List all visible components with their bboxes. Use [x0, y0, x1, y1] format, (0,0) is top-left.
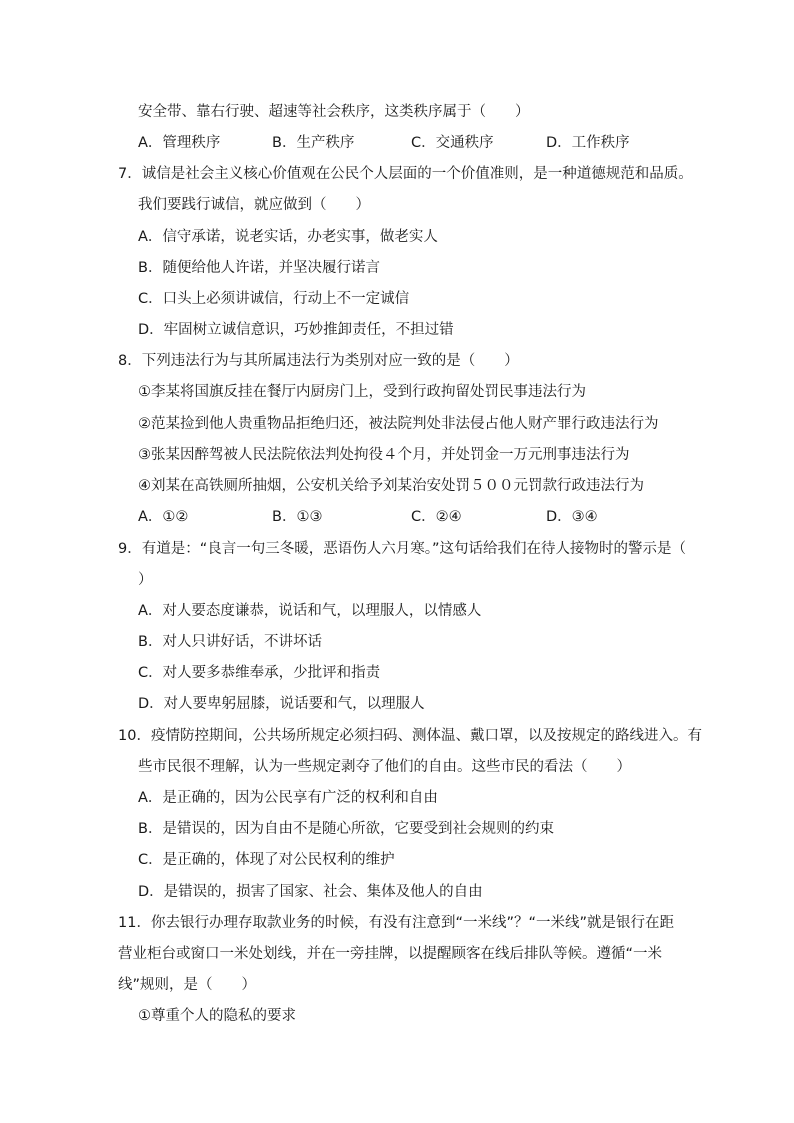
- q9-option-c: C．对人要多恭维奉承，少批评和指责: [138, 665, 381, 681]
- q6-option-d: D．工作秩序: [546, 135, 630, 151]
- q7-option-d: D．牢固树立诚信意识，巧妙推卸责任，不担过错: [138, 322, 454, 338]
- q10-stem-continuation: 些市民很不理解，认为一些规定剥夺了他们的自由。这些市民的看法（ ）: [138, 759, 631, 775]
- q7-option-c: C．口头上必须讲诚信，行动上不一定诚信: [138, 291, 410, 307]
- q11-stem: 11．你去银行办理存取款业务的时候，有没有注意到“一米线”？“一米线”就是银行在距: [118, 915, 674, 931]
- q9-option-a: A．对人要态度谦恭，说话和气，以理服人，以情感人: [138, 603, 482, 619]
- q10-option-b: B．是错误的，因为自由不是随心所欲，它要受到社会规则的约束: [138, 821, 554, 837]
- q10-option-d: D．是错误的，损害了国家、社会、集体及他人的自由: [138, 884, 483, 900]
- q8-item-4: ④刘某在高铁厕所抽烟，公安机关给予刘某治安处罚５００元罚款行政违法行为: [138, 478, 644, 494]
- q8-option-c: C．②④: [411, 509, 462, 525]
- q8-item-1: ①李某将国旗反挂在餐厅内厨房门上，受到行政拘留处罚民事违法行为: [138, 384, 586, 400]
- q10-option-c: C．是正确的，体现了对公民权利的维护: [138, 852, 395, 868]
- q7-option-a: A．信守承诺，说老实话，办老实事，做老实人: [138, 229, 438, 245]
- q6-option-a: A．管理秩序: [138, 135, 221, 151]
- q9-option-d: D．对人要卑躬屈膝，说话要和气，以理服人: [138, 696, 425, 712]
- q8-item-2: ②范某捡到他人贵重物品拒绝归还，被法院判处非法侵占他人财产罪行政违法行为: [138, 416, 659, 432]
- q11-stem-continuation-1: 营业柜台或窗口一米处划线，并在一旁挂牌，以提醒顾客在线后排队等候。遵循“一米: [118, 946, 663, 962]
- q7-stem: 7．诚信是社会主义核心价值观在公民个人层面的一个价值准则，是一种道德规范和品质。: [118, 166, 693, 182]
- q8-option-a: A．①②: [138, 509, 189, 525]
- q8-stem: 8．下列违法行为与其所属违法行为类别对应一致的是（ ）: [118, 353, 519, 369]
- q9-stem-continuation: ）: [138, 572, 153, 588]
- q6-stem-continuation: 安全带、靠右行驶、超速等社会秩序，这类秩序属于（ ）: [138, 104, 530, 120]
- q11-stem-continuation-2: 线”规则，是（ ）: [118, 977, 257, 993]
- q8-option-b: B．①③: [272, 509, 323, 525]
- q10-stem: 10．疫情防控期间，公共场所规定必须扫码、测体温、戴口罩，以及按规定的路线进入。有: [118, 728, 702, 744]
- q6-option-c: C．交通秩序: [411, 135, 494, 151]
- q9-stem: 9．有道是：“良言一句三冬暖，恶语伤人六月寒。”这句话给我们在待人接物时的警示是（: [118, 541, 686, 557]
- q7-option-b: B．随便给他人许诺，并坚决履行诺言: [138, 260, 380, 276]
- q8-option-d: D．③④: [546, 509, 598, 525]
- q6-option-b: B．生产秩序: [272, 135, 355, 151]
- q10-option-a: A．是正确的，因为公民享有广泛的权利和自由: [138, 790, 438, 806]
- q11-item-1: ①尊重个人的隐私的要求: [138, 1008, 296, 1024]
- q9-option-b: B．对人只讲好话，不讲坏话: [138, 634, 322, 650]
- q8-item-3: ③张某因醉驾被人民法院依法判处拘役４个月，并处罚金一万元刑事违法行为: [138, 447, 630, 463]
- q7-stem-continuation: 我们要践行诚信，就应做到（ ）: [138, 197, 370, 213]
